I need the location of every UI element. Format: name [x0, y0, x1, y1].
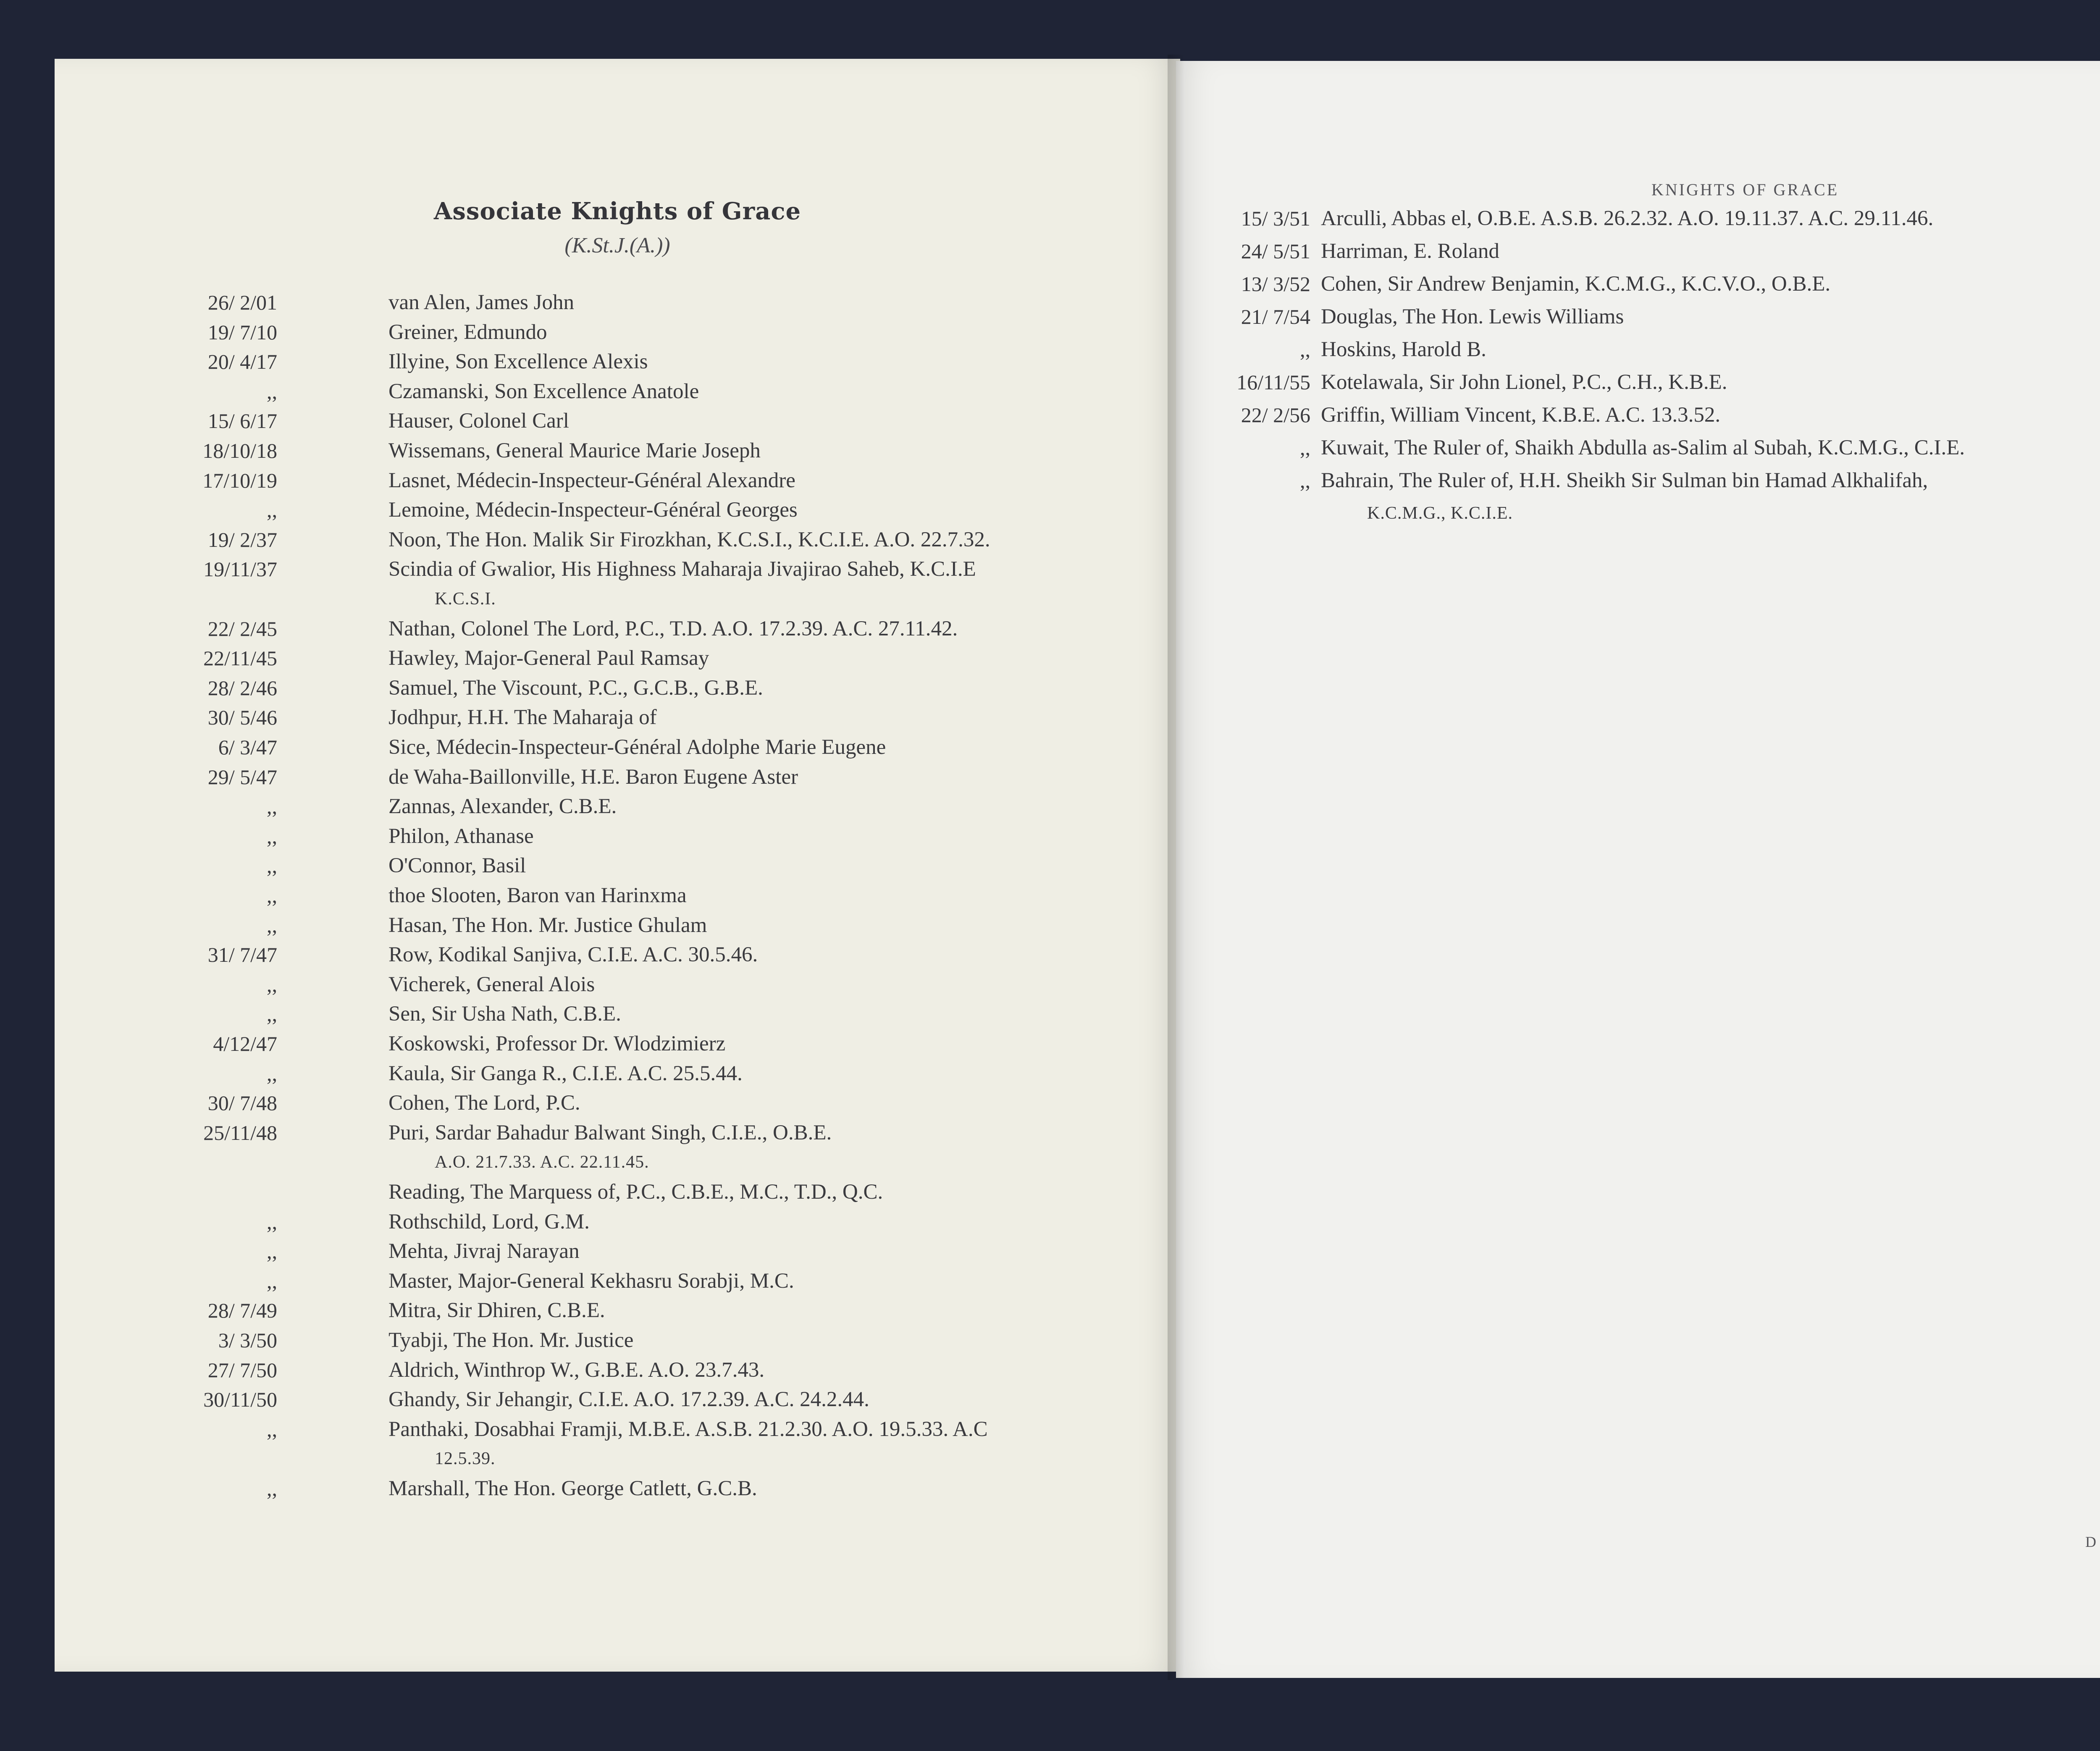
- entry-name: Philon, Athanase: [388, 824, 534, 848]
- entry-name: Cohen, The Lord, P.C.: [388, 1091, 580, 1115]
- entry-name: Arculli, Abbas el, O.B.E. A.S.B. 26.2.32. A.O. 19.11.37. A.C. 29.11.46.: [1321, 207, 1934, 230]
- entry-date: ,,: [267, 972, 277, 996]
- entry-name: K.C.S.I.: [435, 589, 496, 609]
- entry-name: Sen, Sir Usha Nath, C.B.E.: [388, 1002, 621, 1026]
- entry-row: [55, 643, 1180, 673]
- entry-row: [55, 1355, 1180, 1385]
- entry-date: 19/ 2/37: [207, 528, 277, 551]
- entry-date: 22/11/45: [203, 646, 277, 670]
- entry-row: [55, 1147, 1180, 1177]
- entry-date: 31/ 7/47: [207, 943, 277, 967]
- entry-date: 29/ 5/47: [207, 765, 277, 789]
- entry-row: [55, 762, 1180, 792]
- entry-name: Mehta, Jivraj Narayan: [388, 1239, 580, 1263]
- entry-row: [55, 881, 1180, 910]
- entry-row: [55, 1296, 1180, 1325]
- entry-date: ,,: [267, 1417, 277, 1441]
- section-title: Associate Knights of Grace: [433, 197, 801, 225]
- entry-date: ,,: [267, 1210, 277, 1234]
- entry-date: ,,: [1300, 338, 1310, 361]
- entry-row: [55, 377, 1180, 406]
- entry-name: Czamanski, Son Excellence Anatole: [388, 379, 699, 403]
- entry-date: ,,: [1300, 436, 1310, 459]
- entry-name: Noon, The Hon. Malik Sir Firozkhan, K.C.S.I., K.C.I.E. A.O. 22.7.32.: [388, 528, 990, 551]
- entry-row: [55, 999, 1180, 1029]
- entry-name: Hasan, The Hon. Mr. Justice Ghulam: [388, 913, 707, 937]
- entry-row: [55, 1118, 1180, 1147]
- entry-row: [1176, 204, 2100, 233]
- entry-row: [55, 792, 1180, 821]
- entry-row: [55, 1088, 1180, 1118]
- entry-name: Vicherek, General Alois: [388, 972, 595, 996]
- entry-row: [1176, 236, 2100, 266]
- entry-name: Puri, Sardar Bahadur Balwant Singh, C.I.E., O.B.E.: [388, 1121, 832, 1145]
- entry-name: Samuel, The Viscount, P.C., G.C.B., G.B.E.: [388, 676, 763, 700]
- entry-date: ,,: [267, 824, 277, 848]
- entry-date: 15/ 6/17: [207, 409, 277, 433]
- entry-row: [55, 614, 1180, 643]
- entry-name: thoe Slooten, Baron van Harinxma: [388, 884, 687, 907]
- entry-name: Illyine, Son Excellence Alexis: [388, 350, 648, 374]
- entry-name: de Waha-Baillonville, H.E. Baron Eugene Aster: [388, 765, 798, 789]
- entry-row: [55, 673, 1180, 703]
- entry-row: [55, 406, 1180, 436]
- entry-row: [55, 466, 1180, 495]
- entry-name: Mitra, Sir Dhiren, C.B.E.: [388, 1299, 605, 1323]
- entry-date: 21/ 7/54: [1241, 305, 1310, 328]
- entry-date: 27/ 7/50: [207, 1358, 277, 1382]
- entry-date: 15/ 3/51: [1241, 207, 1310, 230]
- entry-date: ,,: [1300, 469, 1310, 492]
- entry-name: Aldrich, Winthrop W., G.B.E. A.O. 23.7.43.: [388, 1358, 765, 1382]
- entry-name: Panthaki, Dosabhai Framji, M.B.E. A.S.B. 21.2.30. A.O. 19.5.33. A.C: [388, 1417, 988, 1441]
- entry-name: Reading, The Marquess of, P.C., C.B.E., M.C., T.D., Q.C.: [388, 1180, 883, 1204]
- running-head: KNIGHTS OF GRACE: [1651, 180, 1839, 199]
- entry-name: Jodhpur, H.H. The Maharaja of: [388, 706, 657, 730]
- entry-date: 28/ 7/49: [207, 1299, 277, 1323]
- entry-name: Sice, Médecin-Inspecteur-Général Adolphe Marie Eugene: [388, 735, 886, 759]
- entry-name: Douglas, The Hon. Lewis Williams: [1321, 305, 1624, 328]
- entry-row: [55, 851, 1180, 880]
- entry-date: 24/ 5/51: [1241, 239, 1310, 263]
- entry-row: [55, 1177, 1180, 1207]
- entry-row: [1176, 466, 2100, 495]
- entry-name: Lemoine, Médecin-Inspecteur-Général Georges: [388, 498, 798, 522]
- entry-name: Marshall, The Hon. George Catlett, G.C.B.: [388, 1477, 757, 1500]
- entry-row: [1176, 368, 2100, 397]
- entry-row: [1176, 433, 2100, 462]
- entry-date: 17/10/19: [202, 468, 277, 492]
- entry-date: 25/11/48: [203, 1121, 277, 1145]
- entry-row: [1176, 302, 2100, 331]
- entry-name: K.C.M.G., K.C.I.E.: [1367, 504, 1513, 523]
- entry-row: [55, 554, 1180, 584]
- entry-date: ,,: [267, 498, 277, 522]
- entry-date: 3/ 3/50: [218, 1328, 277, 1352]
- entry-date: ,,: [267, 854, 277, 878]
- entry-name: Hauser, Colonel Carl: [388, 409, 569, 433]
- left-page: [55, 59, 1180, 1672]
- entry-date: 22/ 2/56: [1241, 403, 1310, 427]
- entry-name: Cohen, Sir Andrew Benjamin, K.C.M.G., K.C.V.O., O.B.E.: [1321, 272, 1831, 296]
- entry-name: Hawley, Major-General Paul Ramsay: [388, 646, 709, 670]
- entry-date: ,,: [267, 1477, 277, 1500]
- entry-date: 30/ 7/48: [207, 1091, 277, 1115]
- entry-date: ,,: [267, 884, 277, 907]
- entry-date: 18/10/18: [202, 439, 277, 462]
- entry-date: 22/ 2/45: [207, 617, 277, 641]
- signature-mark: D: [2085, 1533, 2096, 1550]
- entry-row: [55, 1236, 1180, 1266]
- entry-name: Hoskins, Harold B.: [1321, 338, 1486, 361]
- entry-name: Wissemans, General Maurice Marie Joseph: [388, 439, 761, 462]
- entry-row: [55, 495, 1180, 525]
- entry-date: 30/ 5/46: [207, 706, 277, 730]
- entry-row: [55, 1029, 1180, 1058]
- entry-date: ,,: [267, 1002, 277, 1026]
- entry-name: Tyabji, The Hon. Mr. Justice: [388, 1328, 634, 1352]
- entry-date: 13/ 3/52: [1241, 272, 1310, 296]
- entry-row: [55, 1415, 1180, 1444]
- entry-date: 6/ 3/47: [218, 735, 277, 759]
- entry-name: 12.5.39.: [435, 1449, 496, 1469]
- entry-date: 19/11/37: [203, 557, 277, 581]
- entry-name: Scindia of Gwalior, His Highness Maharaja Jivajirao Saheb, K.C.I.E: [388, 557, 976, 581]
- entry-row: [55, 525, 1180, 554]
- entry-row: [55, 940, 1180, 969]
- entry-date: ,,: [267, 1239, 277, 1263]
- entry-name: Rothschild, Lord, G.M.: [388, 1210, 590, 1234]
- entry-name: Greiner, Edmundo: [388, 320, 547, 344]
- entry-name: Kuwait, The Ruler of, Shaikh Abdulla as-Salim al Subah, K.C.M.G., C.I.E.: [1321, 436, 1965, 459]
- entry-row: [55, 1385, 1180, 1414]
- entry-row: [1176, 400, 2100, 430]
- entry-date: 26/ 2/01: [207, 291, 277, 314]
- entry-date: 20/ 4/17: [207, 350, 277, 374]
- entry-row: [55, 584, 1180, 614]
- entry-row: [55, 1474, 1180, 1503]
- entry-row: [55, 911, 1180, 940]
- entry-row: [55, 1207, 1180, 1236]
- entry-name: Zannas, Alexander, C.B.E.: [388, 795, 617, 819]
- entry-name: Row, Kodikal Sanjiva, C.I.E. A.C. 30.5.46.: [388, 943, 758, 967]
- entry-row: [55, 1444, 1180, 1473]
- entry-name: Lasnet, Médecin-Inspecteur-Général Alexandre: [388, 468, 795, 492]
- entry-row: [55, 822, 1180, 851]
- section-subtitle: (K.St.J.(A.)): [564, 234, 670, 257]
- entry-row: [1176, 499, 2100, 528]
- entry-name: Bahrain, The Ruler of, H.H. Sheikh Sir Sulman bin Hamad Alkhalifah,: [1321, 469, 1928, 492]
- entry-name: Nathan, Colonel The Lord, P.C., T.D. A.O. 17.2.39. A.C. 27.11.42.: [388, 617, 958, 641]
- entry-row: [55, 732, 1180, 762]
- entry-row: [55, 1266, 1180, 1296]
- entry-row: [55, 347, 1180, 376]
- entry-name: Master, Major-General Kekhasru Sorabji, M.C.: [388, 1269, 794, 1293]
- entry-date: 30/11/50: [203, 1388, 277, 1412]
- entry-row: [55, 970, 1180, 999]
- entry-name: O'Connor, Basil: [388, 854, 526, 878]
- entry-row: [55, 1059, 1180, 1088]
- entry-date: 19/ 7/10: [207, 320, 277, 344]
- right-page: [1176, 61, 2100, 1678]
- entry-date: 16/11/55: [1236, 370, 1310, 394]
- entry-date: ,,: [267, 913, 277, 937]
- entry-row: [55, 436, 1180, 465]
- entry-name: A.O. 21.7.33. A.C. 22.11.45.: [435, 1152, 649, 1172]
- entry-date: ,,: [267, 379, 277, 403]
- entry-name: Kotelawala, Sir John Lionel, P.C., C.H., K.B.E.: [1321, 370, 1727, 394]
- entry-row: [55, 703, 1180, 732]
- entry-row: [55, 318, 1180, 347]
- entry-row: [1176, 269, 2100, 299]
- entry-date: ,,: [267, 1269, 277, 1293]
- entry-date: 28/ 2/46: [207, 676, 277, 700]
- entry-name: Griffin, William Vincent, K.B.E. A.C. 13.3.52.: [1321, 403, 1721, 427]
- book-gutter: [1168, 55, 1184, 1680]
- entry-date: ,,: [267, 795, 277, 819]
- entry-row: [1176, 335, 2100, 364]
- entry-row: [55, 288, 1180, 317]
- entry-name: Harriman, E. Roland: [1321, 239, 1499, 263]
- entry-name: Kaula, Sir Ganga R., C.I.E. A.C. 25.5.44.: [388, 1061, 743, 1085]
- entry-name: Ghandy, Sir Jehangir, C.I.E. A.O. 17.2.39. A.C. 24.2.44.: [388, 1388, 869, 1412]
- entry-date: ,,: [267, 1061, 277, 1085]
- entry-date: 4/12/47: [213, 1032, 277, 1055]
- entry-name: van Alen, James John: [388, 291, 574, 314]
- entry-name: Koskowski, Professor Dr. Wlodzimierz: [388, 1032, 726, 1055]
- entry-row: [55, 1326, 1180, 1355]
